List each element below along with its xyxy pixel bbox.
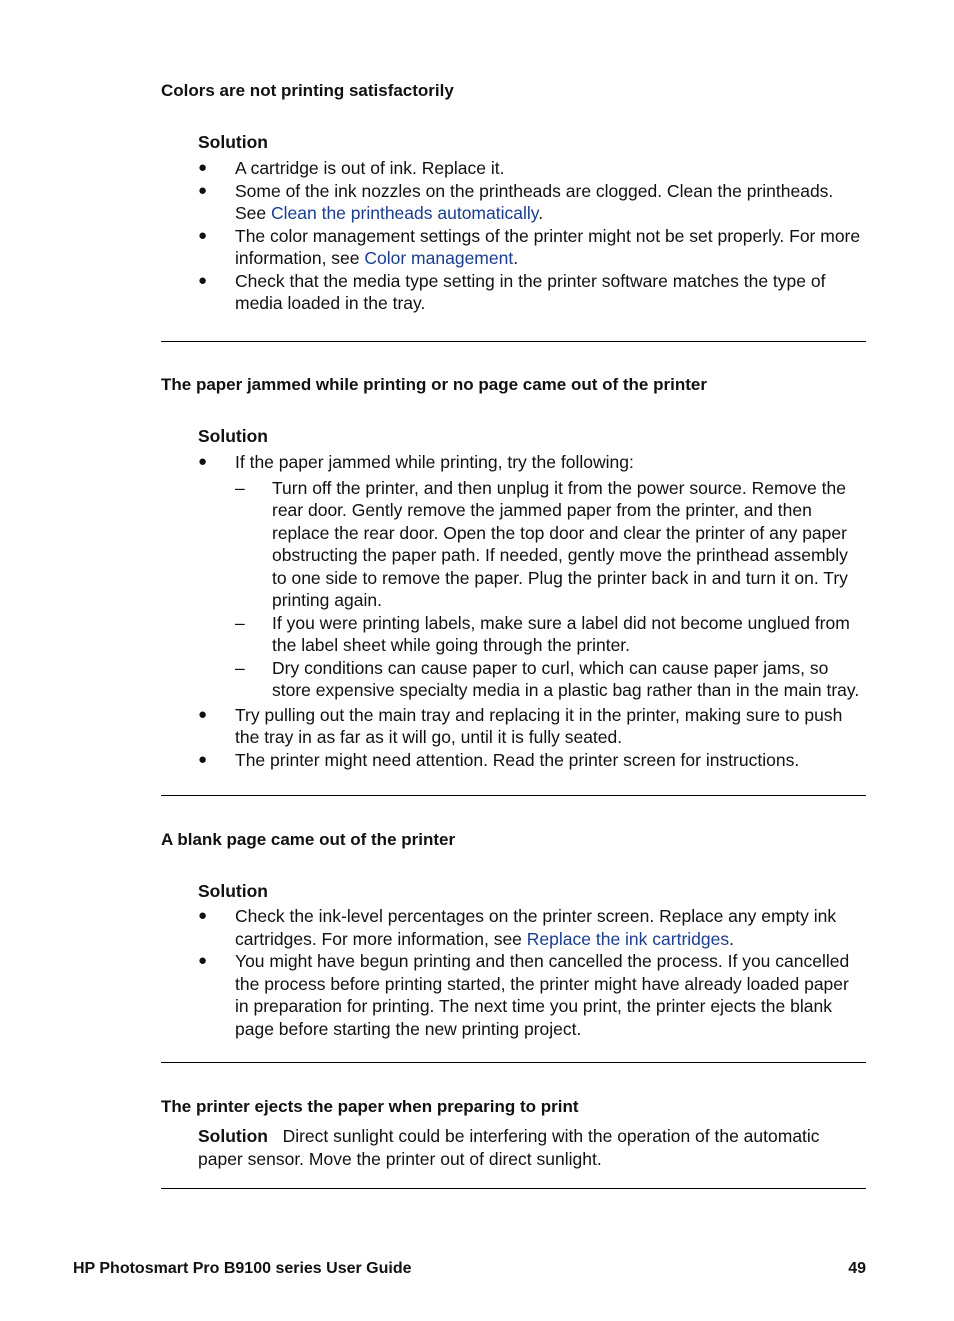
divider	[161, 1188, 866, 1189]
period: .	[538, 203, 544, 223]
sub-list-item: – If you were printing labels, make sure a label did not become unglued from the label sheet while going through the printer.	[235, 612, 866, 657]
section-heading: The printer ejects the paper when preparing to print	[161, 1097, 579, 1116]
link-color-management[interactable]: Color management	[364, 248, 514, 268]
link-replace-cartridges[interactable]: Replace the ink cartridges	[526, 928, 730, 949]
section-colors	[161, 80, 866, 103]
divider	[161, 795, 866, 796]
item-text: The color management settings of the printer might not be set properly. For more information, see	[235, 225, 861, 268]
list-item	[198, 749, 866, 772]
page-number: 49	[848, 1260, 866, 1277]
section-heading: Colors are not printing satisfactorily	[161, 81, 454, 100]
item-text: You might have begun printing and then cancelled the process. If you cancelled the process before printing started, the printer might have already loaded paper in preparation for printing. The next time you print, the printer ejects the blank page before starting the new printing project.	[235, 951, 850, 1039]
item-text: Some of the ink nozzles on the printheads are clogged. Clean the printheads. See	[235, 180, 834, 223]
solution-label: Solution	[198, 426, 268, 446]
list-item	[198, 704, 866, 749]
sub-list-item: – Turn off the printer, and then unplug it from the power source. Remove the rear door. Gently remove the jammed paper from the printer, and then replace the rear door. Open the top door and clear the printer of any paper obstructing the paper path. If needed, gently move the printhead assembly to one side to remove the paper. Plug the printer back in and turn it on. Try printing again.	[235, 477, 866, 612]
section-heading: The paper jammed while printing or no page came out of the printer	[161, 375, 707, 394]
sub-list	[235, 477, 866, 702]
section-heading: A blank page came out of the printer	[161, 830, 456, 849]
solution-paragraph	[198, 1125, 866, 1170]
page-footer	[73, 1258, 866, 1281]
item-text: A cartridge is out of ink. Replace it.	[235, 158, 505, 178]
list-item	[198, 180, 866, 225]
period: .	[513, 248, 519, 268]
solution-list	[198, 905, 866, 1040]
solution-label: Solution	[198, 881, 268, 901]
list-item	[198, 905, 866, 950]
list-item	[198, 270, 866, 315]
sub-list-item: – Dry conditions can cause paper to curl, which can cause paper jams, so store expensive specialty media in a plastic bag rather than in the main tray.	[235, 657, 866, 702]
solution-list	[198, 157, 866, 315]
item-text: Try pulling out the main tray and replacing it in the printer, making sure to push the tray in as far as it will go, until it is fully seated.	[235, 704, 843, 747]
item-text: Check that the media type setting in the printer software matches the type of media loaded in the tray.	[235, 270, 826, 313]
footer-title: HP Photosmart Pro B9100 series User Guide	[73, 1260, 412, 1277]
list-item	[198, 225, 866, 270]
section-ejects-paper	[161, 1096, 866, 1119]
solution-list	[198, 451, 866, 771]
item-text: Check the ink-level percentages on the printer screen. Replace any empty ink cartridges. For more information, see	[235, 906, 837, 949]
divider	[161, 1062, 866, 1063]
solution-text: Direct sunlight could be interfering with the operation of the automatic paper sensor. Move the printer out of direct sunlight.	[198, 1126, 820, 1169]
divider	[161, 341, 866, 342]
section-blank-page	[161, 829, 866, 852]
list-item	[198, 451, 866, 702]
solution-label: Solution	[198, 1126, 268, 1146]
list-item	[198, 157, 866, 180]
item-text: If the paper jammed while printing, try the following:	[235, 452, 634, 472]
section-paper-jam	[161, 374, 866, 397]
item-text: The printer might need attention. Read the printer screen for instructions.	[235, 749, 800, 770]
link-clean-printheads[interactable]: Clean the printheads automatically	[271, 203, 539, 223]
list-item	[198, 950, 866, 1040]
period: .	[729, 928, 734, 949]
solution-label: Solution	[198, 132, 268, 152]
